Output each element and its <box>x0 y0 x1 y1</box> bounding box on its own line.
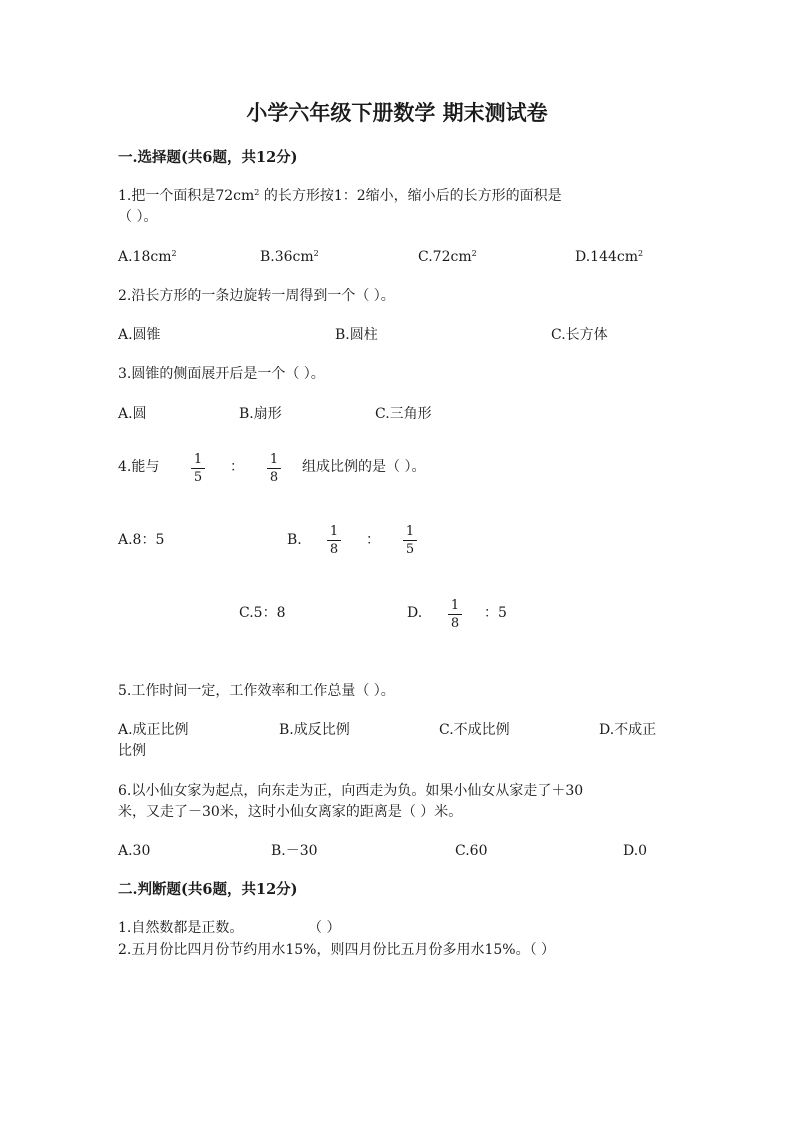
question-3-option-c: C.三角形 <box>375 406 432 422</box>
question-4-option-c: C.5：8 <box>239 605 286 621</box>
question-6-option-c: C.60 <box>455 843 488 859</box>
page-title: 小学六年级下册数学 期末测试卷 <box>246 100 548 125</box>
question-1-blank: （ ）。 <box>118 209 158 225</box>
question-5-text: 5.工作时间一定，工作效率和工作总量（ ）。 <box>118 683 395 699</box>
question-4-option-b-fraction-1: 1 8 <box>325 524 343 557</box>
question-4-option-b-fraction-2: 1 5 <box>401 524 419 557</box>
section-heading-choice: 一.选择题(共6题，共12分) <box>118 149 298 166</box>
question-1-option-c: $C.72cm^2$ <box>418 249 477 265</box>
question-2-option-c: C.长方体 <box>551 327 608 343</box>
question-4-fraction-1: 1 5 <box>189 452 207 485</box>
question-1-option-b: $B.36cm^2$ <box>260 249 319 265</box>
question-2-option-b: B.圆柱 <box>335 327 378 343</box>
question-4-colon: ： <box>230 459 244 475</box>
question-5-option-c: C.不成比例 <box>439 722 510 738</box>
question-5-option-d: D.不成正 <box>599 722 657 738</box>
question-1-text: 1.把一个面积是$72cm^2$ 的长方形按1：2缩小，缩小后的长方形的面积是 <box>118 188 562 204</box>
question-6-option-b: B.－30 <box>271 843 318 859</box>
section-heading-judgement: 二.判断题(共6题，共12分) <box>118 881 298 898</box>
question-3-text: 3.圆锥的侧面展开后是一个（ ）。 <box>118 366 325 382</box>
question-4-fraction-2: 1 8 <box>265 452 283 485</box>
question-6-option-d: D.0 <box>623 843 648 859</box>
question-6-line-1: 6.以小仙女家为起点，向东走为正，向西走为负。如果小仙女从家走了＋30 <box>118 783 584 799</box>
question-6-line-2: 米，又走了－30米，这时小仙女离家的距离是（ ）米。 <box>118 804 463 820</box>
question-2-option-a: A.圆锥 <box>118 327 161 343</box>
question-6-option-a: A.30 <box>118 843 151 859</box>
question-4-option-b-label: B. <box>287 532 302 548</box>
question-3-option-b: B.扇形 <box>239 406 282 422</box>
question-4-option-d-fraction: 1 8 <box>446 598 464 631</box>
question-5-option-b: B.成反比例 <box>279 722 350 738</box>
judgement-1-text: 1.自然数都是正数。 <box>118 920 244 936</box>
question-4-suffix: 组成比例的是（ ）。 <box>302 459 426 475</box>
question-5-option-a: A.成正比例 <box>118 722 189 738</box>
question-4-option-d-label: D. <box>407 605 423 621</box>
question-4-option-d-rest: ：5 <box>484 605 507 621</box>
question-1-option-d: $D.144cm^2$ <box>575 249 644 265</box>
judgement-2-text: 2.五月份比四月份节约用水15%，则四月份比五月份多用水15%。（ ） <box>118 942 556 958</box>
question-2-text: 2.沿长方形的一条边旋转一周得到一个（ ）。 <box>118 288 395 304</box>
question-5-option-d-wrap: 比例 <box>118 743 146 759</box>
judgement-1-blank: （ ） <box>308 920 341 936</box>
question-4-option-b-colon: ： <box>366 532 380 548</box>
question-4-option-a: A.8：5 <box>118 532 165 548</box>
question-1-option-a: $A.18cm^2$ <box>118 249 177 265</box>
question-4-prefix: 4.能与 <box>118 459 160 475</box>
question-3-option-a: A.圆 <box>118 406 147 422</box>
